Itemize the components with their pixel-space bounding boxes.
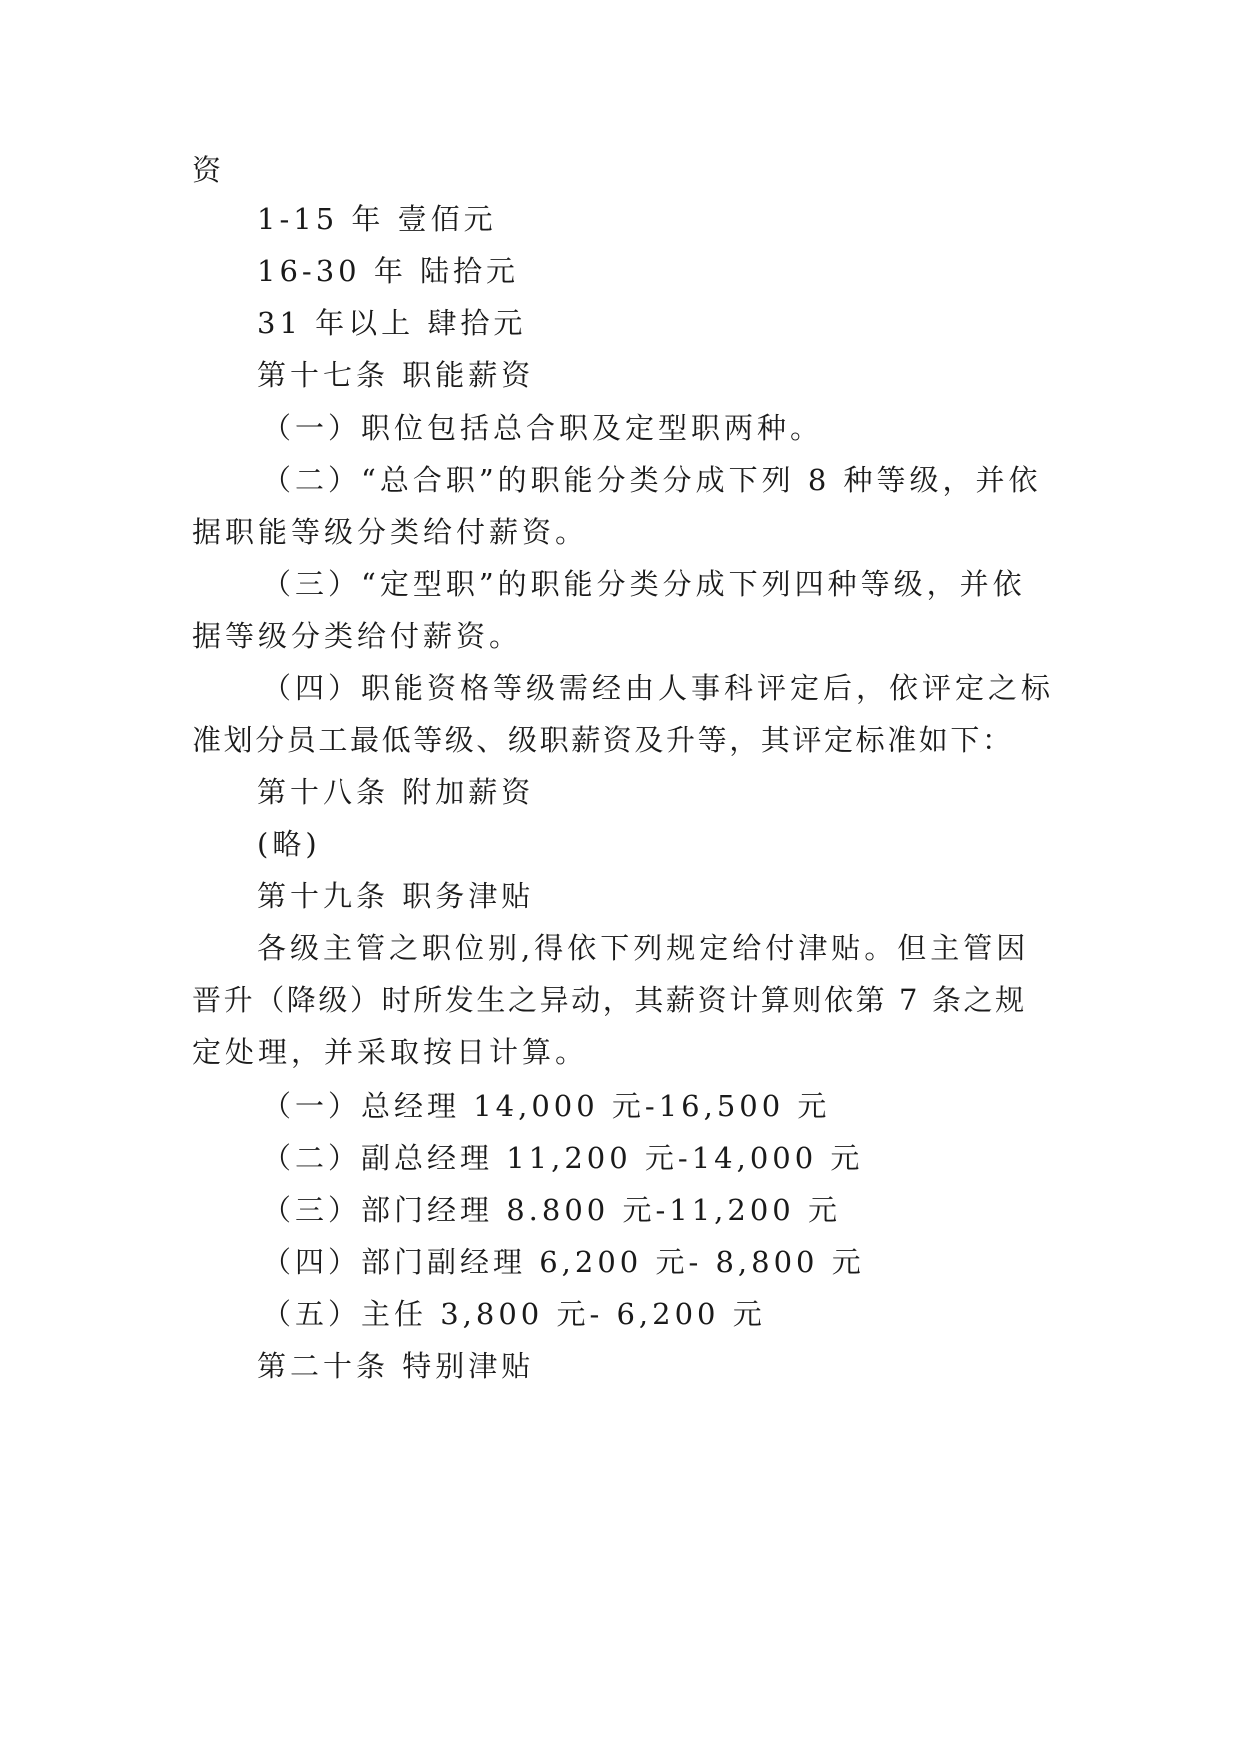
- article-17-item-3-cont: 据等级分类给付薪资。: [192, 619, 523, 653]
- allowance-general-manager: （一）总经理 14,000 元-16,500 元: [262, 1089, 831, 1123]
- article-17-item-4-cont: 准划分员工最低等级、级职薪资及升等，其评定标准如下：: [192, 723, 1014, 757]
- article-19-paragraph-line-2: 晋升（降级）时所发生之异动，其薪资计算则依第 7 条之规: [192, 983, 1027, 1017]
- text-line-seniority-16-30: 16-30 年 陆拾元: [257, 254, 520, 288]
- article-19-heading: 第十九条 职务津贴: [257, 879, 535, 913]
- text-line-seniority-1-15: 1-15 年 壹佰元: [257, 202, 497, 236]
- article-17-item-3: （三）“定型职”的职能分类分成下列四种等级，并依: [262, 567, 1026, 601]
- article-19-paragraph-line-3: 定处理，并采取按日计算。: [192, 1035, 589, 1069]
- article-17-heading: 第十七条 职能薪资: [257, 358, 535, 392]
- article-18-heading: 第十八条 附加薪资: [257, 775, 535, 809]
- article-17-item-2: （二）“总合职”的职能分类分成下列 8 种等级，并依: [262, 463, 1042, 497]
- article-17-item-2-cont: 据职能等级分类给付薪资。: [192, 515, 589, 549]
- article-17-item-1: （一）职位包括总合职及定型职两种。: [262, 411, 824, 445]
- allowance-deputy-department-manager: （四）部门副经理 6,200 元- 8,800 元: [262, 1245, 865, 1279]
- article-17-item-4: （四）职能资格等级需经由人事科评定后，依评定之标: [262, 671, 1055, 705]
- allowance-supervisor: （五）主任 3,800 元- 6,200 元: [262, 1297, 766, 1331]
- article-20-heading: 第二十条 特别津贴: [257, 1349, 535, 1383]
- article-18-omitted: (略): [257, 827, 321, 861]
- article-19-paragraph-line-1: 各级主管之职位别,得依下列规定给付津贴。但主管因: [257, 931, 1030, 965]
- text-line-wage-continuation: 资: [192, 153, 226, 187]
- allowance-department-manager: （三）部门经理 8.800 元-11,200 元: [262, 1193, 841, 1227]
- text-line-seniority-31-plus: 31 年以上 肆拾元: [257, 306, 527, 340]
- allowance-deputy-general-manager: （二）副总经理 11,200 元-14,000 元: [262, 1141, 864, 1175]
